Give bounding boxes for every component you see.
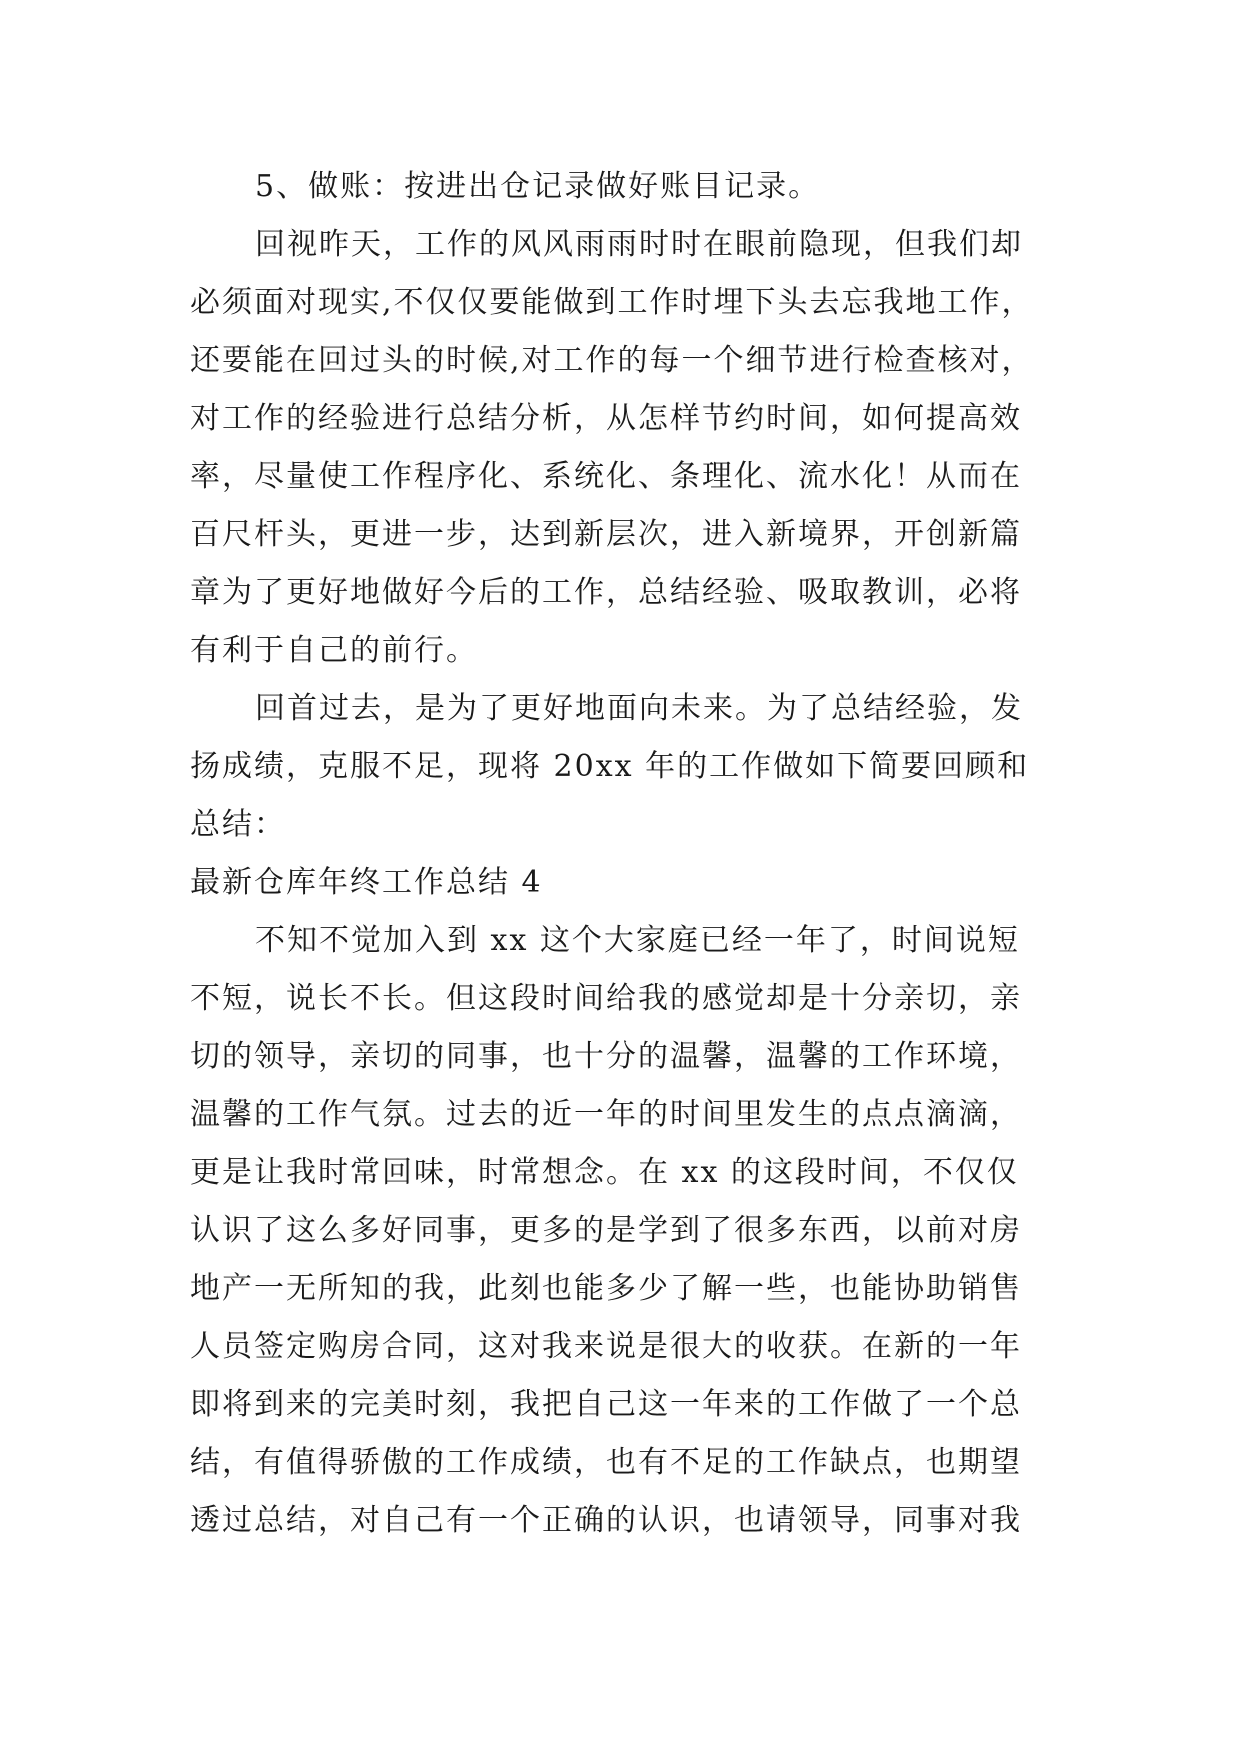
- paragraph-line: 有利于自己的前行。: [190, 633, 478, 668]
- paragraph-line: 人员签定购房合同，这对我来说是很大的收获。在新的一年: [190, 1329, 1022, 1364]
- paragraph-line: 章为了更好地做好今后的工作，总结经验、吸取教训，必将: [190, 575, 1022, 610]
- paragraph-line: 还要能在回过头的时候,对工作的每一个细节进行检查核对，: [190, 343, 1034, 378]
- paragraph-line: 透过总结，对自己有一个正确的认识，也请领导，同事对我: [190, 1503, 1022, 1538]
- paragraph-line: 回首过去，是为了更好地面向未来。为了总结经验，发: [255, 691, 1023, 726]
- paragraph-line: 结，有值得骄傲的工作成绩，也有不足的工作缺点，也期望: [190, 1445, 1022, 1480]
- section-heading: 最新仓库年终工作总结 4: [190, 865, 543, 900]
- paragraph-line: 率，尽量使工作程序化、系统化、条理化、流水化！从而在: [190, 459, 1022, 494]
- paragraph-line: 百尺杆头，更进一步，达到新层次，进入新境界，开创新篇: [190, 517, 1022, 552]
- paragraph-line: 必须面对现实,不仅仅要能做到工作时埋下头去忘我地工作，: [190, 285, 1034, 320]
- paragraph-line: 温馨的工作气氛。过去的近一年的时间里发生的点点滴滴，: [190, 1097, 1022, 1132]
- paragraph-line: 扬成绩，克服不足，现将 20xx 年的工作做如下简要回顾和: [190, 749, 1030, 784]
- paragraph-line: 认识了这么多好同事，更多的是学到了很多东西，以前对房: [190, 1213, 1022, 1248]
- paragraph-line: 地产一无所知的我，此刻也能多少了解一些，也能协助销售: [190, 1271, 1022, 1306]
- paragraph-line: 不知不觉加入到 xx 这个大家庭已经一年了，时间说短: [255, 923, 1020, 958]
- paragraph-line: 回视昨天，工作的风风雨雨时时在眼前隐现，但我们却: [255, 227, 1023, 262]
- paragraph-line: 总结：: [190, 807, 286, 842]
- paragraph-line: 不短，说长不长。但这段时间给我的感觉却是十分亲切，亲: [190, 981, 1022, 1016]
- paragraph-line: 更是让我时常回味，时常想念。在 xx 的这段时间，不仅仅: [190, 1155, 1019, 1190]
- paragraph-line: 对工作的经验进行总结分析，从怎样节约时间，如何提高效: [190, 401, 1022, 436]
- paragraph-line: 切的领导，亲切的同事，也十分的温馨，温馨的工作环境，: [190, 1039, 1022, 1074]
- paragraph-line: 5、做账：按进出仓记录做好账目记录。: [255, 169, 821, 204]
- paragraph-line: 即将到来的完美时刻，我把自己这一年来的工作做了一个总: [190, 1387, 1022, 1422]
